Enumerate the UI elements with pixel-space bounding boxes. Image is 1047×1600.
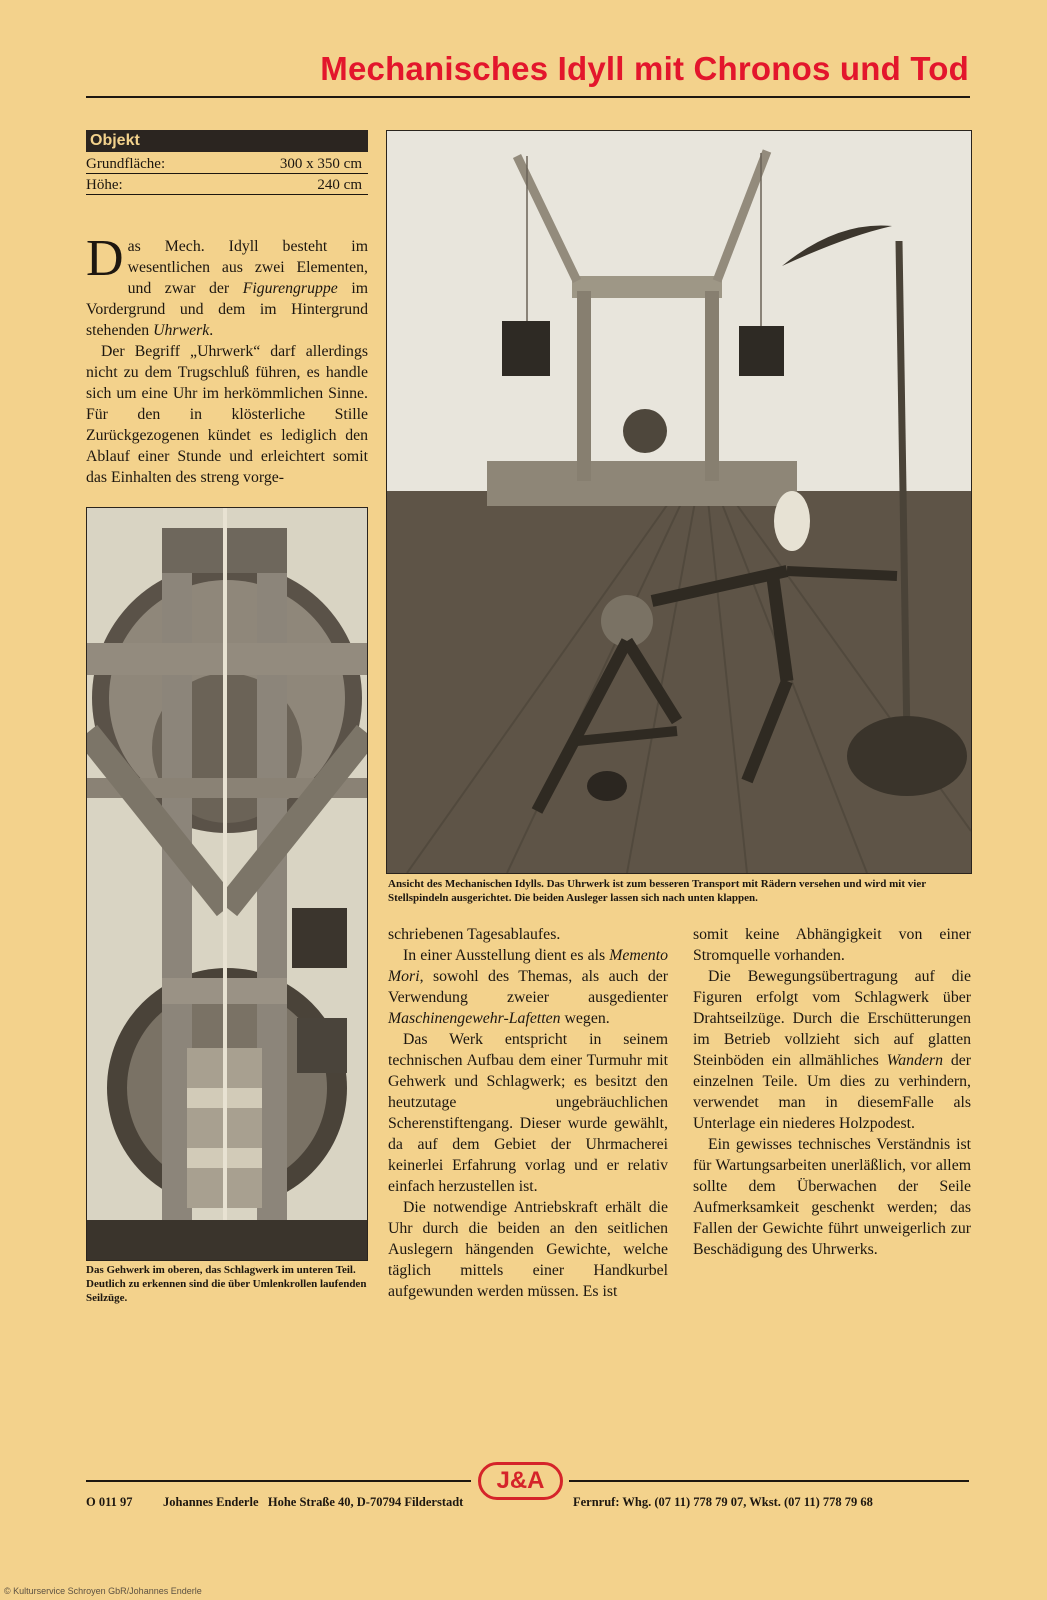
spec-row-grundflaeche <box>86 155 368 174</box>
spec-label: Höhe: <box>86 177 123 193</box>
text-column-3 <box>693 924 971 1260</box>
text-column-1 <box>86 230 368 488</box>
main-photo <box>386 130 972 874</box>
copyright-notice: © Kulturservice Schroyen GbR/Johannes Enderle <box>4 1586 202 1596</box>
title-divider <box>86 96 970 98</box>
paragraph <box>693 966 971 1134</box>
footer-divider-right <box>569 1480 969 1482</box>
clockwork-illustration <box>87 508 367 1260</box>
emphasis: Figurengruppe <box>242 280 338 297</box>
paragraph <box>388 945 668 1029</box>
text-run: , sowohl des Themas, als auch der Verwendung zweier ausgedienter <box>388 968 668 1006</box>
text-run: im Vordergrund und dem im Hintergrund stehenden <box>86 280 368 339</box>
idyll-illustration <box>387 131 971 873</box>
emphasis: Maschinengewehr-Lafetten <box>388 1010 561 1027</box>
clockwork-caption: Das Gehwerk im oberen, das Schlagwerk im unteren Teil. Deutlich zu erkennen sind die über Umlenkrollen laufenden Seilzüge. <box>86 1264 367 1304</box>
text-run: wegen. <box>560 1010 610 1027</box>
footer-phone: Fernruf: Whg. (07 11) 778 79 07, Wkst. (07 11) 778 79 68 <box>573 1495 873 1509</box>
clockwork-photo <box>86 507 368 1261</box>
text-run: der einzelnen Teile. Um dies zu verhindern, verwendet man in diesemFalle als Unterlage ein niederes Holzpodest. <box>693 1052 972 1132</box>
footer-address: Johannes Enderle Hohe Straße 40, D-70794 Filderstadt <box>163 1495 464 1509</box>
text-column-2 <box>388 924 668 1302</box>
paragraph: Der Begriff „Uhrwerk“ darf allerdings nicht zu dem Trugschluß führen, es handle sich um eine Uhr im herkömmlichen Sinne. Für den in klösterliche Stille Zurückgezogenen kündet es lediglich den Ablauf einer Stunde und erleichtert somit das Einhalten des streng vorge- <box>86 343 368 486</box>
paragraph: Die notwendige Antriebskraft erhält die Uhr durch die beiden an den seitlichen Auslegern hängenden Gewichte, welche täglich mittels einer Handkurbel aufgewunden werden müssen. Es ist <box>388 1199 668 1300</box>
footer-divider-left <box>86 1480 471 1482</box>
paragraph: Das Werk entspricht in seinem technischen Aufbau dem einer Turmuhr mit Gehwerk und Schlagwerk; es besitzt den heutzutage ungebräuchlichen Scherenstiftengang. Dieser wurde gewählt, da auf dem Gebiet der Uhrmacherei keinerlei Erfahrung vorlag und er relativ einfach herzustellen ist. <box>388 1031 668 1195</box>
spec-row-hoehe <box>86 176 368 195</box>
text-run: as Mech. Idyll besteht im wesentlichen aus zwei Elementen, und zwar der <box>127 238 368 297</box>
page-title: Mechanisches Idyll mit Chronos und Tod <box>320 50 969 87</box>
spec-label: Grundfläche: <box>86 156 166 172</box>
emphasis: Uhrwerk <box>153 322 210 339</box>
dropcap: D <box>86 230 124 287</box>
paragraph <box>86 230 368 341</box>
text-run: . <box>209 322 214 339</box>
objekt-heading: Objekt <box>86 130 368 152</box>
footer-number: O 011 97 <box>86 1495 133 1509</box>
emphasis: Wandern <box>886 1052 944 1069</box>
text-run: In einer Ausstellung dient es als <box>403 947 610 964</box>
paragraph: Ein gewisses technisches Verständnis ist für Wartungsarbeiten unerläßlich, vor allem sollte dem Überwachen der Seile Aufmerksamkeit geschenkt werden; das Fallen der Gewichte führt unweigerlich zur Beschädigung des Uhrwerks. <box>693 1136 971 1258</box>
emphasis: Memento Mori <box>388 947 668 985</box>
spec-value: 240 cm <box>317 177 362 193</box>
paragraph: schriebenen Tagesablaufes. <box>388 926 561 943</box>
spec-value: 300 x 350 cm <box>279 156 362 172</box>
text-run: Die Bewegungsübertragung auf die Figuren erfolgt vom Schlagwerk über Drahtseilzüge. Durch die Erschütterungen im Betrieb vollzieht sich auf glatten Steinböden ein allmähliches <box>693 968 971 1069</box>
main-photo-caption: Ansicht des Mechanischen Idylls. Das Uhrwerk ist zum besseren Transport mit Rädern versehen und wird mit vier Stellspindeln ausgerichtet. Die beiden Ausleger lassen sich nach unten klappen. <box>388 878 926 904</box>
ja-logo: J&A <box>478 1462 563 1500</box>
paragraph: somit keine Abhängigkeit von einer Stromquelle vorhanden. <box>693 926 971 964</box>
